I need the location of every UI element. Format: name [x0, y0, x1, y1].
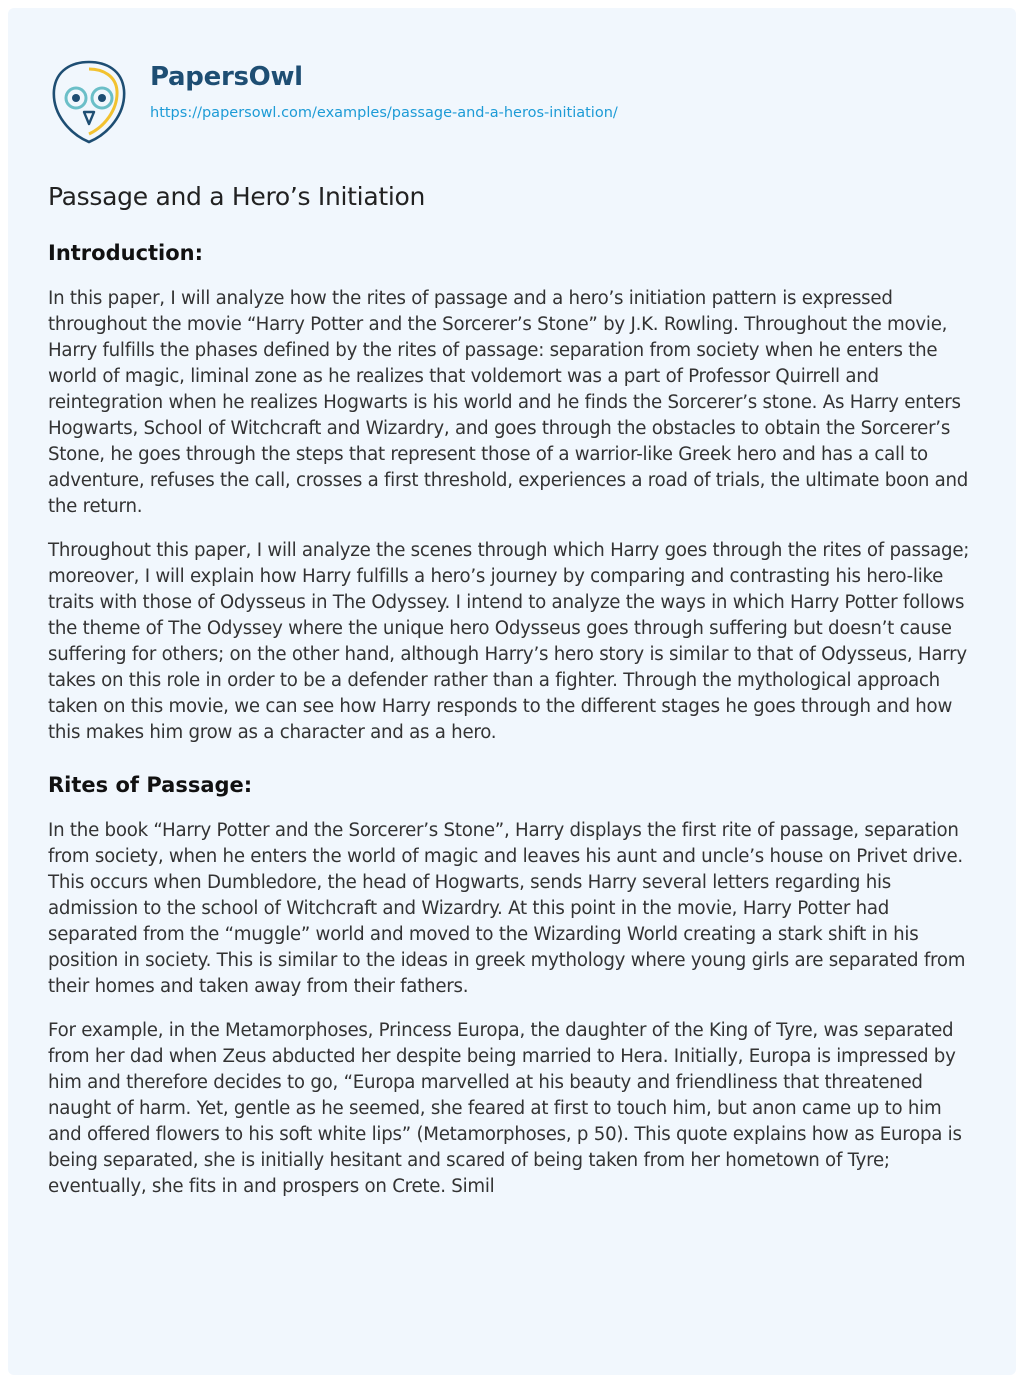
source-url-link[interactable]: https://papersowl.com/examples/passage-and-a-heros-initiation/: [150, 105, 618, 121]
owl-logo-icon[interactable]: [48, 56, 130, 146]
paragraph: In this paper, I will analyze how the rites of passage and a hero’s initiation pattern is expressed throughout the movie “Harry Potter and the Sorcerer’s Stone” by J.K. Rowling. Throughout the movie, Harry fulfills the phases defined by the rites of passage: separation from society when he enters the world of magic, liminal zone as he realizes that voldemort was a part of Professor Quirrell and reintegration when he realizes Hogwarts is his world and he finds the Sorcerer’s stone. As Harry enters Hogwarts, School of Witchcraft and Wizardry, and goes through the obstacles to obtain the Sorcerer’s Stone, he goes through the steps that represent those of a warrior-like Greek hero and has a call to adventure, refuses the call, crosses a first threshold, experiences a road of trials, the ultimate boon and the return.: [48, 288, 969, 517]
paragraph: Throughout this paper, I will analyze the scenes through which Harry goes through the rites of passage; moreover, I will explain how Harry fulfills a hero’s journey by comparing and contrasting his hero-like traits with those of Odysseus in The Odyssey. I intend to analyze the ways in which Harry Potter follows the theme of The Odyssey where the unique hero Odysseus goes through suffering but doesn’t cause suffering for others; on the other hand, although Harry’s hero story is similar to that of Odysseus, Harry takes on this role in order to be a defender rather than a fighter. Through the mythological approach taken on this movie, we can see how Harry responds to the different stages he goes through and how this makes him grow as a character and as a hero.: [48, 540, 970, 743]
paragraph: In the book “Harry Potter and the Sorcerer’s Stone”, Harry displays the first rite of passage, separation from society, when he enters the world of magic and leaves his aunt and uncle’s house on Privet drive. This occurs when Dumbledore, the head of Hogwarts, sends Harry several letters regarding his admission to the school of Witchcraft and Wizardry. At this point in the movie, Harry Potter had separated from the “muggle” world and moved to the Wizarding World creating a stark shift in his position in society. This is similar to the ideas in greek mythology where young girls are separated from their homes and taken away from their fathers.: [48, 820, 966, 997]
essay-card: [8, 8, 1016, 1375]
paragraph: For example, in the Metamorphoses, Princess Europa, the daughter of the King of Tyre, was separated from her dad when Zeus abducted her despite being married to Hera. Initially, Europa is impressed by him and therefore decides to go, “Europa marvelled at his beauty and friendliness that threatened naught of harm. Yet, gentle as he seemed, she feared at first to touch him, but anon came up to him and offered flowers to his soft white lips” (Metamorphoses, p 50). This quote explains how as Europa is being separated, she is initially hesitant and scared of being taken from her hometown of Tyre; eventually, she fits in and prospers on Crete. Simil: [48, 1020, 962, 1197]
page-title: Passage and a Hero’s Initiation: [48, 182, 426, 211]
section-heading-introduction: Introduction:: [48, 241, 204, 265]
site-header: [48, 56, 976, 146]
brand-block: [150, 60, 618, 124]
section-heading-rites-of-passage: Rites of Passage:: [48, 773, 253, 797]
brand-name[interactable]: PapersOwl: [150, 62, 303, 92]
